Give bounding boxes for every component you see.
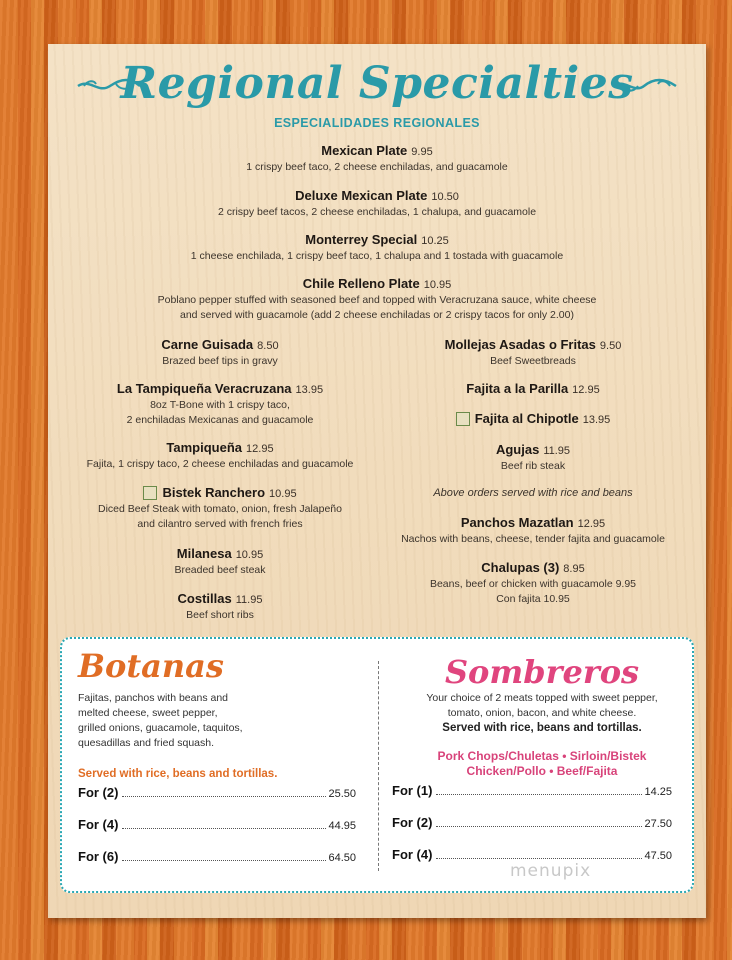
item-description: 2 enchiladas Mexicanas and guacamole	[126, 414, 314, 426]
item-description: Beef short ribs	[186, 609, 254, 621]
row-label: For (2)	[78, 785, 119, 800]
menu-item	[380, 441, 686, 474]
item-description: and cilantro served with french fries	[137, 518, 303, 530]
description-line: melted cheese, sweet pepper,	[78, 707, 218, 719]
row-label: For (2)	[392, 815, 433, 830]
item-description: 2 crispy beef tacos, 2 cheese enchiladas, 1 chalupa, and guacamole	[217, 206, 537, 218]
item-price: 8.50	[257, 340, 279, 352]
item-price: 11.95	[235, 594, 263, 606]
item-description: Diced Beef Steak with tomato, onion, fresh Jalapeño	[98, 503, 342, 515]
menu-item	[62, 439, 378, 472]
item-description: Beef Sweetbreads	[490, 355, 576, 367]
item-price: 11.95	[543, 445, 571, 457]
item-price: 12.95	[577, 518, 606, 530]
menu-item	[380, 514, 686, 547]
row-label: For (1)	[392, 783, 433, 798]
meat-line: Pork Chops/Chuletas • Sirloin/Bistek	[437, 749, 647, 763]
price-row	[392, 847, 672, 862]
item-price: 10.95	[269, 488, 297, 500]
item-price: 8.95	[563, 563, 585, 575]
item-description: Breaded beef steak	[174, 564, 266, 576]
item-name: Chalupas (3)	[481, 560, 560, 575]
item-description: and served with guacamole (add 2 cheese enchiladas or 2 crispy tacos for only 2.00)	[180, 309, 574, 321]
row-price: 64.50	[328, 852, 356, 864]
meat-choices	[392, 749, 692, 779]
item-description: 8oz T-Bone with 1 crispy taco,	[150, 399, 290, 411]
menu-item	[62, 336, 378, 369]
menu-item	[62, 380, 378, 428]
botanas-description	[78, 691, 368, 751]
sombreros-description	[392, 691, 692, 736]
price-row	[78, 849, 356, 864]
item-price: 10.50	[431, 191, 459, 203]
item-description: Fajita, 1 crispy taco, 2 cheese enchiladas and guacamole	[86, 458, 354, 470]
menu-item	[380, 336, 686, 369]
item-price: 10.95	[423, 279, 452, 291]
sombreros-title: Sombreros	[444, 653, 640, 691]
row-label: For (4)	[392, 847, 433, 862]
description-line: Your choice of 2 meats topped with sweet pepper,	[426, 692, 658, 704]
item-name: Bistek Ranchero	[162, 485, 266, 500]
description-line: tomato, onion, bacon, and white cheese.	[447, 707, 637, 719]
watermark: menupix	[510, 861, 592, 881]
page-subtitle: ESPECIALIDADES REGIONALES	[274, 116, 480, 130]
item-name: Monterrey Special	[305, 232, 418, 247]
menu-item	[68, 187, 686, 220]
row-price: 14.25	[644, 786, 672, 798]
item-name: Fajita a la Parilla	[466, 381, 569, 396]
item-price: 13.95	[295, 384, 324, 396]
item-description: Nachos with beans, cheese, tender fajita and guacamole	[401, 533, 665, 545]
botanas-title: Botanas	[78, 647, 224, 685]
checkbox-icon	[456, 412, 470, 426]
menu-item	[62, 545, 378, 578]
menu-page	[48, 44, 706, 918]
price-row	[392, 783, 672, 798]
row-label: For (4)	[78, 817, 119, 832]
item-name: Carne Guisada	[161, 337, 254, 352]
item-name: Mexican Plate	[321, 143, 408, 158]
row-price: 47.50	[644, 850, 672, 862]
item-name: Costillas	[177, 591, 232, 606]
row-price: 44.95	[328, 820, 356, 832]
item-price: 12.95	[572, 384, 600, 396]
description-line: quesadillas and fried squash.	[78, 737, 215, 749]
item-name: Fajita al Chipotle	[474, 411, 579, 426]
page-title: Regional Specialties	[120, 58, 634, 109]
item-description: Beef rib steak	[500, 460, 566, 472]
combo-box-panel	[60, 637, 694, 893]
item-name: Milanesa	[176, 546, 232, 561]
row-label: For (6)	[78, 849, 119, 864]
item-name: Tampiqueña	[166, 440, 243, 455]
menu-item	[380, 410, 686, 428]
item-name: Chile Relleno Plate	[302, 276, 420, 291]
row-price: 27.50	[644, 818, 672, 830]
price-row	[78, 785, 356, 800]
column-divider	[378, 661, 379, 871]
item-name: Panchos Mazatlan	[460, 515, 574, 530]
item-description: 1 cheese enchilada, 1 crispy beef taco, 1 chalupa and 1 tostada with guacamole	[190, 250, 564, 262]
sombreros-served: Served with rice, beans and tortillas.	[442, 722, 642, 734]
menu-item	[380, 559, 686, 607]
menu-item	[62, 590, 378, 623]
row-price: 25.50	[328, 788, 356, 800]
item-name: La Tampiqueña Veracruzana	[116, 381, 292, 396]
meat-line: Chicken/Pollo • Beef/Fajita	[466, 764, 618, 778]
served-note: Above orders served with rice and beans	[433, 487, 633, 499]
item-description: Poblano pepper stuffed with seasoned beef and topped with Veracruzana sauce, white cheese	[157, 294, 597, 306]
price-row	[392, 815, 672, 830]
item-description: 1 crispy beef taco, 2 cheese enchiladas, and guacamole	[246, 161, 508, 173]
checkbox-icon	[143, 486, 157, 500]
item-description: Brazed beef tips in gravy	[162, 355, 278, 367]
item-price: 9.50	[599, 340, 622, 352]
item-name: Mollejas Asadas o Fritas	[444, 337, 596, 352]
menu-item	[68, 231, 686, 264]
menu-item	[380, 380, 686, 398]
menu-item	[62, 484, 378, 532]
item-description: Con fajita 10.95	[496, 593, 570, 605]
description-line: grilled onions, guacamole, taquitos,	[78, 722, 243, 734]
item-price: 12.95	[246, 443, 274, 455]
menu-item	[58, 275, 696, 323]
item-name: Agujas	[495, 442, 540, 457]
botanas-served: Served with rice, beans and tortillas.	[78, 768, 278, 780]
item-price: 9.95	[411, 146, 433, 158]
price-row	[78, 817, 356, 832]
description-line: Fajitas, panchos with beans and	[78, 692, 229, 704]
item-description: Beans, beef or chicken with guacamole 9.95	[429, 578, 637, 590]
item-price: 10.25	[421, 235, 449, 247]
menu-item	[68, 142, 686, 175]
item-price: 13.95	[582, 414, 611, 426]
item-price: 10.95	[235, 549, 264, 561]
item-name: Deluxe Mexican Plate	[295, 188, 428, 203]
